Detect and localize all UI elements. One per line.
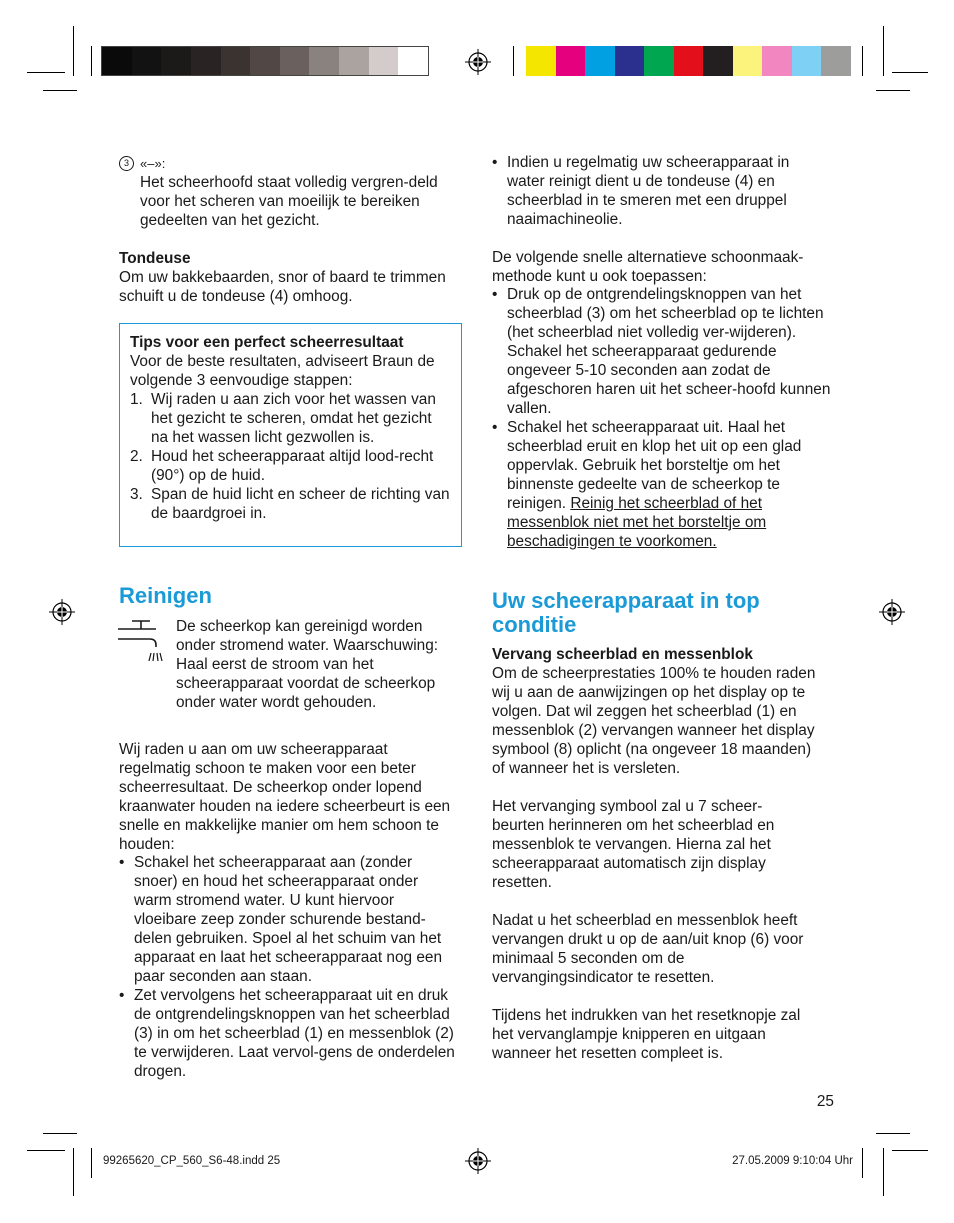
color-swatch (221, 47, 251, 75)
item-3-text: Het scheerhoofd staat volledig vergren-deld voor het scheren van moeilijk te bereiken gedeelten van het gezicht. (140, 174, 438, 229)
tondeuse-text: Om uw bakkebaarden, snor of baard te trimmen schuift u de tondeuse (4) omhoog. (119, 269, 446, 305)
registration-target-icon (465, 1148, 491, 1174)
crop-mark (892, 72, 928, 73)
reinigen-paragraph: Wij raden u aan om uw scheerapparaat regelmatig schoon te maken voor een beter scheerresultaat. De scheerkop onder lopend kraanwater houden na iedere scheerbeurt is een snelle en makkelijke manier om hem schoon te houden: (119, 741, 451, 853)
footer-file-info: 99265620_CP_560_S6-48.indd 25 (103, 1155, 281, 1167)
color-swatch (398, 47, 428, 75)
alt-bullet-last (492, 418, 837, 551)
crop-mark (892, 1150, 928, 1151)
tips-step (130, 485, 461, 523)
color-swatch (161, 47, 191, 75)
tips-step-number: 2. (130, 448, 143, 465)
condition-p1: Om de scheerprestaties 100% te houden raden wij u aan de aanwijzingen op het display op te volgen. Dat wil zeggen het scheerblad (1) en messenblok (2) vervangen wanneer het display symbool (8) oplicht (na ongeveer 18 maanden) of wanneer het is versleten. (492, 665, 816, 777)
color-swatch (585, 46, 615, 76)
tips-box (119, 323, 462, 547)
tips-heading: Tips voor een perfect scheerresultaat (130, 334, 404, 351)
item-3-header (119, 154, 464, 173)
crop-mark (91, 1148, 92, 1178)
tips-step-text: Wij raden u aan zich voor het wassen van het gezicht te scheren, omdat het gezicht na het wassen licht gezwollen is. (151, 391, 436, 446)
faucet-icon (118, 619, 166, 665)
crop-mark (883, 1148, 884, 1196)
alt-method-bullets (492, 285, 837, 551)
tondeuse-heading: Tondeuse (119, 250, 191, 267)
crop-mark (43, 90, 77, 91)
tips-step (130, 390, 451, 447)
color-swatch (674, 46, 704, 76)
crop-mark (73, 26, 74, 76)
color-swatch (191, 47, 221, 75)
color-swatch (821, 46, 851, 76)
tips-steps (130, 390, 451, 523)
crop-mark (862, 1148, 863, 1178)
condition-p3: Nadat u het scheerblad en messenblok heeft vervangen drukt u op de aan/uit knop (6) voor minimaal 5 seconden om de vervangingsindicator te resetten. (492, 912, 804, 986)
alt-method-intro: De volgende snelle alternatieve schoonmaak-methode kunt u ook toepassen: (492, 249, 804, 285)
condition-heading: Uw scheerapparaat in top conditie (492, 588, 760, 637)
color-swatch (703, 46, 733, 76)
tips-intro: Voor de beste resultaten, adviseert Braun de volgende 3 eenvoudige stappen: (130, 353, 435, 389)
crop-mark (27, 1150, 65, 1151)
color-swatch (102, 47, 132, 75)
alt-bullet: • Druk op de ontgrendelingsknoppen van het scheerblad (3) om het scheerblad op te lichten (het scheerblad niet volledig ver-wijderen). Schakel het scheerapparaat gedurende ongeveer 5-10 seconden aan zodat de afgeschoren haren uit het scheer-hoofd kunnen vallen. (492, 285, 837, 418)
condition-subheading: Vervang scheerblad en messenblok (492, 646, 753, 663)
reinigen-heading: Reinigen (119, 583, 212, 608)
color-swatch (762, 46, 792, 76)
color-swatch (556, 46, 586, 76)
tips-step-number: 1. (130, 391, 143, 408)
tondeuse-section (119, 249, 464, 306)
registration-target-icon (465, 49, 491, 75)
item-3-block (119, 154, 464, 230)
color-swatch (526, 46, 556, 76)
registration-target-icon (49, 599, 75, 625)
reinigen-bullet: • Zet vervolgens het scheerapparaat uit en druk de ontgrendelingsknoppen van het scheerblad (3) in om het scheerblad (1) en messenblok (2) te verwijderen. Laat vervol-gens de onderdelen drogen. (119, 986, 459, 1081)
color-swatch (792, 46, 822, 76)
color-swatch (339, 47, 369, 75)
item-3-title: «–»: (140, 156, 166, 171)
crop-mark (513, 46, 514, 76)
color-swatch (250, 47, 280, 75)
color-swatch (733, 46, 763, 76)
color-swatch (644, 46, 674, 76)
tips-step (130, 447, 451, 485)
page-number: 25 (816, 1093, 834, 1110)
process-color-bar (526, 46, 851, 76)
reinigen-bullet: • Schakel het scheerapparaat aan (zonder snoer) en houd het scheerapparaat onder warm stromend water. U kunt hiervoor vloeibare zeep zonder schurende bestand-delen gebruiken. Spoel al het schuim van het apparaat en laat het scheerapparaat nog een paar seconden aan staan. (119, 853, 459, 986)
condition-p4: Tijdens het indrukken van het resetknopje zal het vervanglampje knipperen en uitgaan wanneer het resetten compleet is. (492, 1007, 801, 1062)
crop-mark (27, 72, 65, 73)
gray-color-bar (101, 46, 429, 76)
color-swatch (280, 47, 310, 75)
color-swatch (369, 47, 399, 75)
crop-mark (862, 46, 863, 76)
color-swatch (615, 46, 645, 76)
color-swatch (309, 47, 339, 75)
circled-number-3: 3 (119, 156, 134, 171)
footer-datetime: 27.05.2009 9:10:04 Uhr (732, 1155, 853, 1167)
tips-step-text: Span de huid licht en scheer de richting van de baardgroei in. (151, 486, 450, 522)
crop-mark (876, 90, 910, 91)
tips-step-text: Houd het scheerapparaat altijd lood-recht (90°) op de huid. (151, 448, 434, 484)
oil-bullet: • Indien u regelmatig uw scheerapparaat in water reinigt dient u de tondeuse (4) en scheerblad in te smeren met een druppel naaimachineolie. (492, 153, 822, 229)
color-swatch (132, 47, 162, 75)
reinigen-bullets (119, 853, 459, 1081)
alt-bullet-plain: Schakel het scheerapparaat uit. Haal het scheerblad eruit en klop het uit op een glad oppervlak. Gebruik het borsteltje om het binnenste gedeelte van de scheerkop te reinigen. (507, 419, 802, 512)
alt-bullet-underlined: Reinig het scheerblad of het messenblok niet met het borsteltje om beschadigingen te voorkomen. (507, 495, 767, 550)
tips-step-number: 3. (130, 486, 143, 503)
right-top-bullet (492, 153, 822, 229)
condition-p2: Het vervanging symbool zal u 7 scheer-beurten herinneren om het scheerblad en messenblok te vervangen. Hierna zal het scheerapparaat automatisch zijn display resetten. (492, 798, 775, 891)
reinigen-icon-text: De scheerkop kan gereinigd worden onder stromend water. Waarschuwing: Haal eerst de stroom van het scheerapparaat voordat de scheerkop onder water wordt gehouden. (176, 618, 439, 711)
crop-mark (73, 1148, 74, 1196)
crop-mark (876, 1133, 910, 1134)
crop-mark (91, 46, 92, 76)
condition-section (492, 645, 832, 1063)
registration-target-icon (879, 599, 905, 625)
crop-mark (883, 26, 884, 76)
crop-mark (43, 1133, 77, 1134)
